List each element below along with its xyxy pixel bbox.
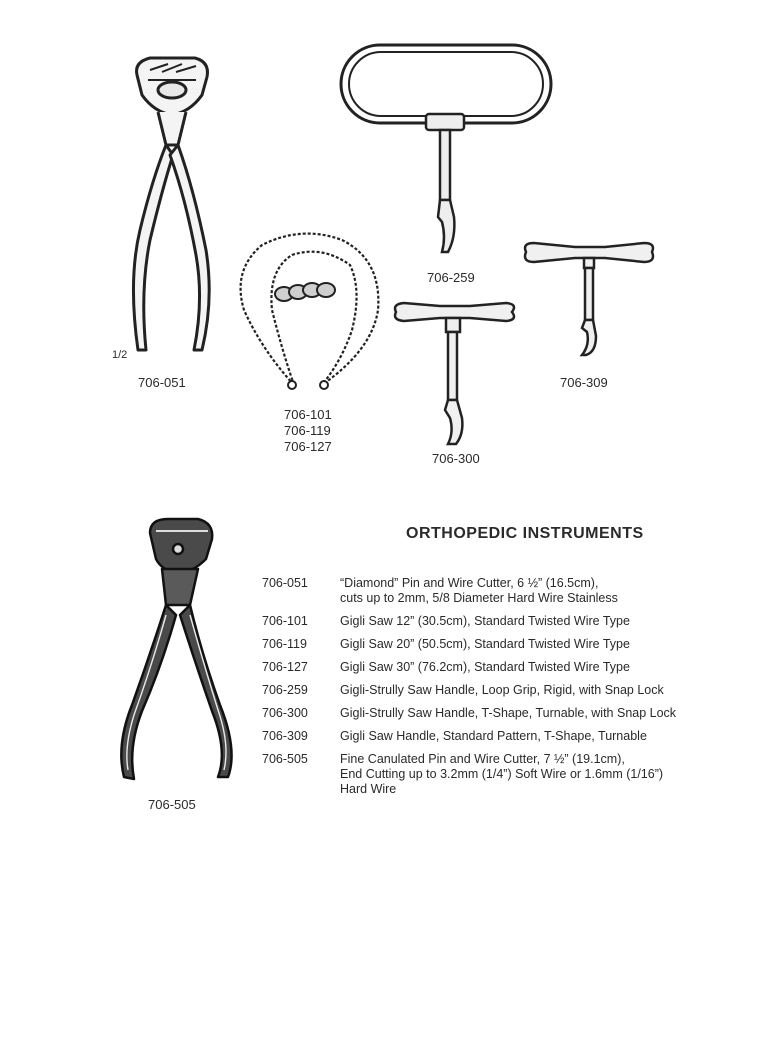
catalog-code: 706-119 [262, 637, 307, 651]
figure-label-706-119: 706-119 [284, 423, 331, 438]
catalog-code: 706-300 [262, 706, 308, 720]
figure-label-706-101: 706-101 [284, 407, 332, 422]
catalog-description: Gigli Saw 30” (76.2cm), Standard Twisted Wire Type [340, 660, 630, 674]
figure-label-706-051: 706-051 [138, 375, 186, 390]
catalog-description: Gigli-Strully Saw Handle, Loop Grip, Rigid, with Snap Lock [340, 683, 664, 697]
catalog-description: Gigli Saw Handle, Standard Pattern, T-Shape, Turnable [340, 729, 647, 743]
catalog-code: 706-051 [262, 576, 308, 590]
catalog-description: Fine Canulated Pin and Wire Cutter, 7 ½” (19.1cm), End Cutting up to 3.2mm (1/4”) Soft Wire or 1.6mm (1/16”) Hard Wire [340, 752, 664, 796]
section-title: ORTHOPEDIC INSTRUMENTS [406, 525, 644, 542]
figure-label-706-300: 706-300 [432, 451, 480, 466]
catalog-code: 706-309 [262, 729, 308, 743]
catalog-code: 706-101 [262, 614, 308, 628]
catalog-code: 706-127 [262, 660, 308, 674]
figure-label-706-505: 706-505 [148, 797, 196, 812]
t-handle-standard-illustration [520, 240, 660, 360]
catalog-code: 706-505 [262, 752, 308, 766]
figure-label-706-259: 706-259 [427, 270, 475, 285]
catalog-description: Gigli Saw 20” (50.5cm), Standard Twisted Wire Type [340, 637, 630, 651]
catalog-description: “Diamond” Pin and Wire Cutter, 6 ½” (16.5cm), cuts up to 2mm, 5/8 Diameter Hard Wire Stainless [340, 576, 618, 605]
figure-label-706-309: 706-309 [560, 375, 608, 390]
diamond-wire-cutter-illustration [110, 50, 230, 370]
t-handle-turnable-illustration [390, 298, 520, 448]
scale-mark: 1/2 [112, 349, 128, 361]
catalog-description: Gigli-Strully Saw Handle, T-Shape, Turnable, with Snap Lock [340, 706, 677, 720]
catalog-description: Gigli Saw 12” (30.5cm), Standard Twisted Wire Type [340, 614, 630, 628]
catalog-code: 706-259 [262, 683, 308, 697]
fine-wire-cutter-illustration [110, 515, 245, 790]
figure-label-gigli-saw [284, 407, 332, 455]
figure-label-706-127: 706-127 [284, 439, 332, 454]
loop-grip-handle-illustration [338, 42, 558, 257]
